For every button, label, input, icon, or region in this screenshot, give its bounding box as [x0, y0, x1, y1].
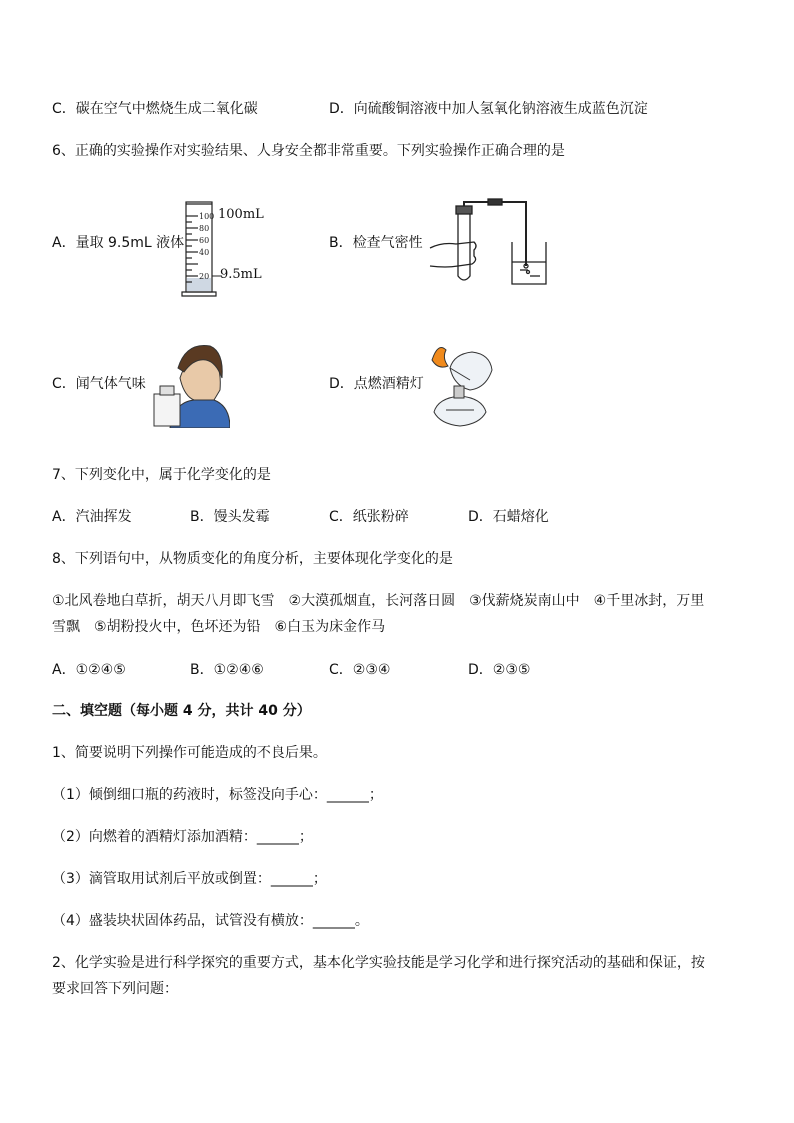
cylinder-capacity-label: 100mL [218, 207, 264, 222]
q5-option-c: C．碳在空气中燃烧生成二氧化碳 [52, 101, 258, 117]
airtightness-check-figure [428, 196, 558, 291]
q7-option-c: C．纸张粉碎 [329, 509, 409, 525]
q7-stem: 7、下列变化中，属于化学变化的是 [52, 467, 271, 483]
q5-option-d: D．向硫酸铜溶液中加人氢氧化钠溶液生成蓝色沉淀 [329, 101, 648, 117]
cylinder-reading-label: 9.5mL [220, 267, 262, 282]
tick-20: 20 [199, 272, 210, 281]
cylinder-base [182, 292, 216, 296]
q6-option-b: B．检查气密性 [329, 235, 423, 251]
fill2-line-2: 要求回答下列问题： [52, 981, 178, 997]
flame [432, 348, 448, 368]
fill1-item-1: （1）倾倒细口瓶的药液时，标签没向手心：______； [52, 787, 383, 803]
lit-lamp [450, 352, 492, 390]
hand [430, 242, 476, 267]
smelling-gas-figure [150, 338, 230, 428]
tick-80: 80 [199, 224, 210, 233]
alcohol-lamp-figure [420, 340, 510, 430]
gas-bottle [154, 394, 180, 426]
q8-line-2: 雪飘 ⑤胡粉投火中，色坏还为铅 ⑥白玉为床金作马 [52, 619, 386, 635]
q6-option-a: A．量取 9.5mL 液体 [52, 235, 185, 251]
section-2-title: 二、填空题（每小题 4 分，共计 40 分） [52, 703, 311, 719]
q7-option-d: D．石蜡熔化 [468, 509, 549, 525]
delivery-tube [464, 202, 526, 266]
q7-option-b: B．馒头发霉 [190, 509, 270, 525]
unlit-lamp [434, 396, 486, 426]
test-tube [458, 212, 470, 280]
fill1-item-2: （2）向燃着的酒精灯添加酒精：______； [52, 829, 313, 845]
q6-option-d: D．点燃酒精灯 [329, 376, 424, 392]
beaker [512, 242, 546, 284]
q6-stem: 6、正确的实验操作对实验结果、人身安全都非常重要。下列实验操作正确合理的是 [52, 143, 565, 159]
q8-option-d: D．②③⑤ [468, 662, 531, 678]
fill1-stem: 1、简要说明下列操作可能造成的不良后果。 [52, 745, 327, 761]
q7-option-a: A．汽油挥发 [52, 509, 132, 525]
q8-stem: 8、下列语句中，从物质变化的角度分析，主要体现化学变化的是 [52, 551, 453, 567]
tick-40: 40 [199, 248, 210, 257]
fill1-item-4: （4）盛装块状固体药品，试管没有横放：______。 [52, 913, 369, 929]
q8-option-c: C．②③④ [329, 662, 391, 678]
q8-option-b: B．①②④⑥ [190, 662, 264, 678]
q8-option-a: A．①②④⑤ [52, 662, 126, 678]
tick-100: 100 [199, 212, 215, 221]
tick-60: 60 [199, 236, 210, 245]
fill2-line-1: 2、化学实验是进行科学探究的重要方式，基本化学实验技能是学习化学和进行探究活动的基础和保证，按 [52, 955, 705, 971]
q6-option-c: C．闻气体气味 [52, 376, 146, 392]
q8-line-1: ①北风卷地白草折，胡天八月即飞雪 ②大漠孤烟直，长河落日圆 ③伐薪烧炭南山中 ④千里冰封，万里 [52, 593, 705, 609]
fill1-item-3: （3）滴管取用试剂后平放或倒置：______； [52, 871, 327, 887]
